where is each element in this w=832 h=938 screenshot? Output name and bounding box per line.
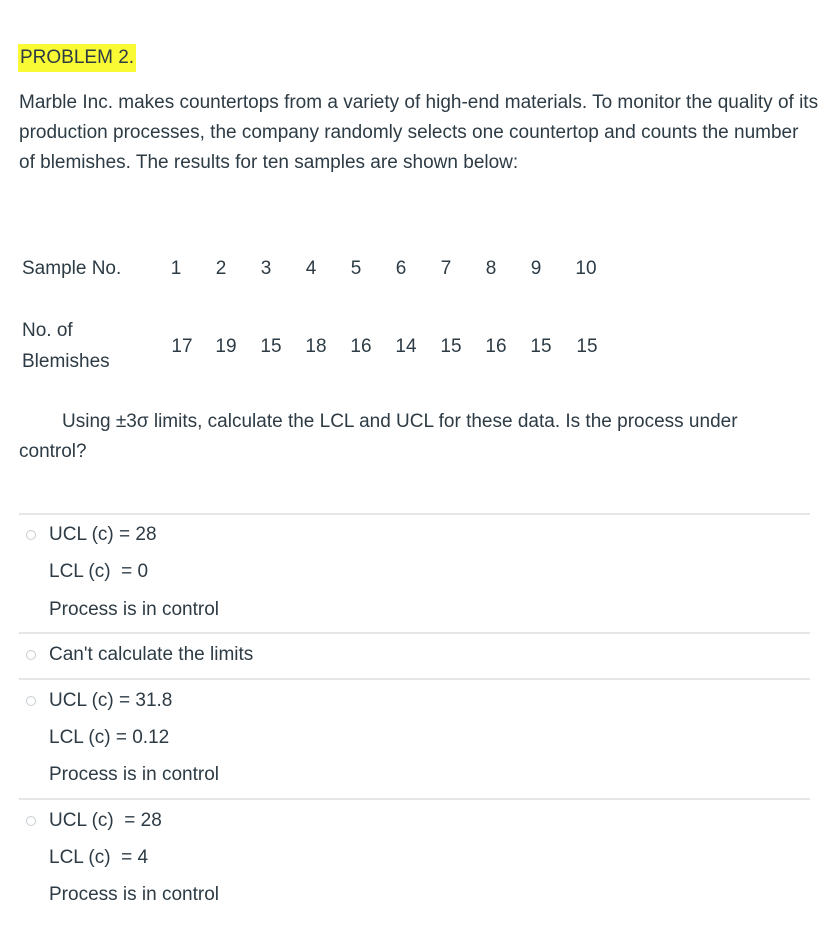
sample-number-cell: 2 bbox=[215, 258, 227, 279]
sample-number-cell: 10 bbox=[575, 258, 597, 279]
answer-option-text[interactable]: LCL (c) = 0 bbox=[49, 561, 149, 582]
answer-option-text[interactable]: Process is in control bbox=[49, 599, 220, 620]
radio-button-icon[interactable] bbox=[26, 696, 36, 706]
sample-number-cell: 3 bbox=[260, 258, 272, 279]
answer-option-text[interactable]: UCL (c) = 28 bbox=[49, 524, 157, 545]
blemish-count-cell: 15 bbox=[576, 336, 598, 357]
sample-number-label: Sample No. bbox=[22, 258, 122, 279]
blemish-count-cell: 16 bbox=[485, 336, 507, 357]
sample-number-cell: 1 bbox=[170, 258, 182, 279]
sample-number-cell: 9 bbox=[530, 258, 542, 279]
answer-option-text[interactable]: Process is in control bbox=[49, 764, 220, 785]
sample-number-cell: 7 bbox=[440, 258, 452, 279]
blemish-count-cell: 19 bbox=[215, 336, 237, 357]
answer-divider bbox=[19, 513, 810, 515]
blemish-count-cell: 15 bbox=[530, 336, 552, 357]
blemish-count-cell: 14 bbox=[395, 336, 417, 357]
radio-button-icon[interactable] bbox=[26, 530, 36, 540]
blemish-count-cell: 15 bbox=[440, 336, 462, 357]
blemish-count-cell: 17 bbox=[171, 336, 193, 357]
sample-number-cell: 6 bbox=[395, 258, 407, 279]
sample-number-cell: 8 bbox=[485, 258, 497, 279]
blemishes-label-line1: No. of bbox=[22, 320, 73, 341]
answer-option-text[interactable]: Can't calculate the limits bbox=[49, 644, 254, 665]
blemish-count-cell: 15 bbox=[260, 336, 282, 357]
answer-option-text[interactable]: LCL (c) = 0.12 bbox=[49, 727, 170, 748]
sample-number-cell: 4 bbox=[305, 258, 317, 279]
blemishes-label-line2: Blemishes bbox=[22, 351, 110, 372]
answer-option-text[interactable]: UCL (c) = 31.8 bbox=[49, 690, 173, 711]
blemish-count-cell: 16 bbox=[350, 336, 372, 357]
answer-option-text[interactable]: LCL (c) = 4 bbox=[49, 847, 149, 868]
problem-title: PROBLEM 2. bbox=[18, 44, 136, 72]
answer-option-text[interactable]: Process is in control bbox=[49, 884, 220, 905]
radio-button-icon[interactable] bbox=[26, 650, 36, 660]
problem-intro: Marble Inc. makes countertops from a variety of high-end materials. To monitor the quality of its production processes, the company randomly selects one countertop and counts the number of blemishes. The results for ten samples are shown below: bbox=[19, 92, 819, 173]
question-text: Using ±3σ limits, calculate the LCL and UCL for these data. Is the process under control? bbox=[19, 411, 738, 462]
radio-button-icon[interactable] bbox=[26, 816, 36, 826]
sample-number-cell: 5 bbox=[350, 258, 362, 279]
answer-divider bbox=[19, 798, 810, 800]
answer-divider bbox=[19, 678, 810, 680]
answer-option-text[interactable]: UCL (c) = 28 bbox=[49, 810, 162, 831]
blemish-count-cell: 18 bbox=[305, 336, 327, 357]
answer-divider bbox=[19, 632, 810, 634]
